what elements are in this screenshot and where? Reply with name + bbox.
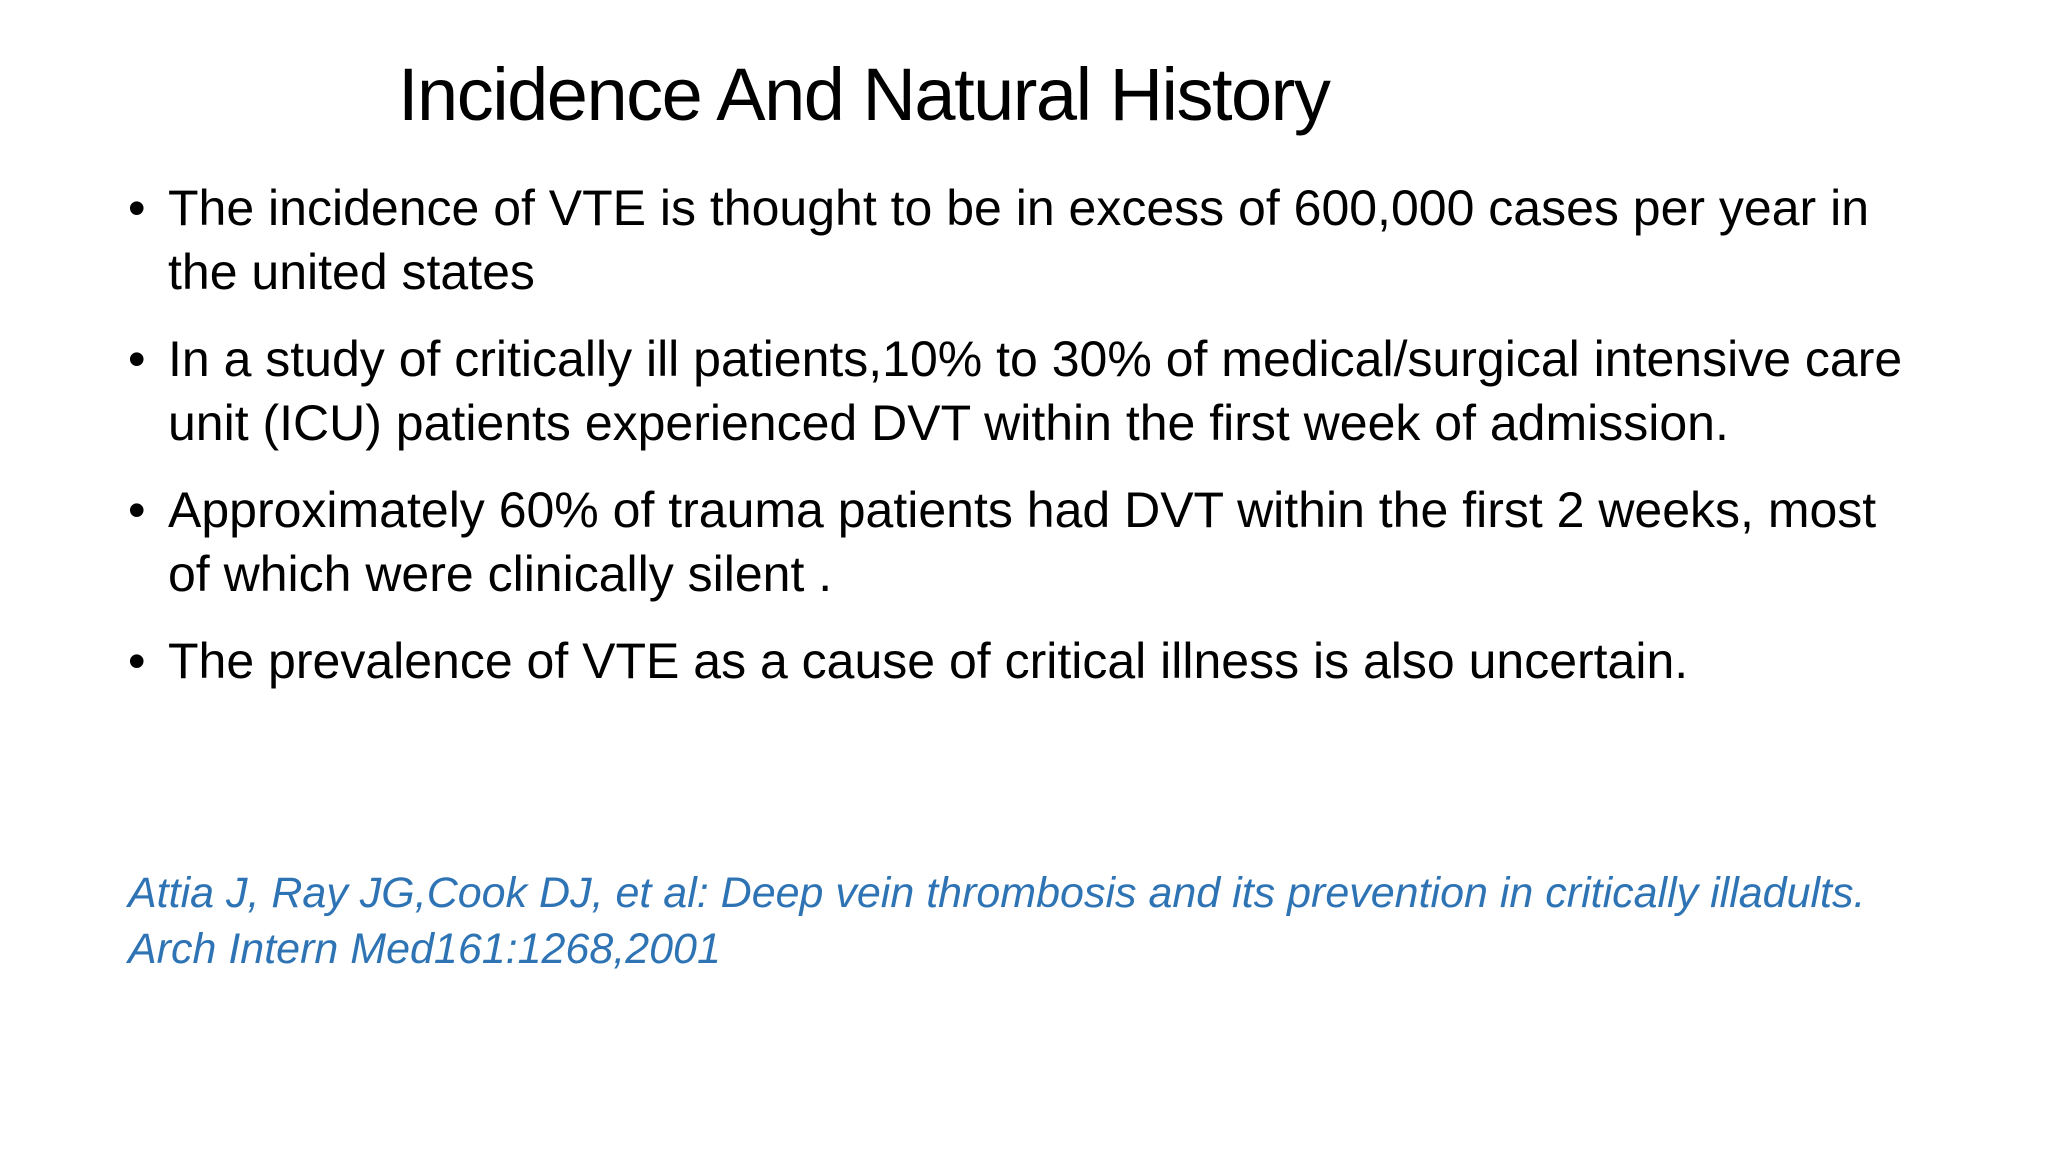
bullet-item	[128, 478, 1928, 606]
bullet-dot-icon: •	[128, 331, 146, 387]
bullet-dot-icon: •	[128, 482, 146, 538]
slide-title: Incidence And Natural History	[398, 53, 1330, 136]
bullet-list	[128, 176, 1928, 716]
bullet-text: In a study of critically ill patients,10% to 30% of medical/surgical intensive care unit (ICU) patients experienced DVT within the first week of admission.	[168, 331, 1903, 451]
bullet-text: The incidence of VTE is thought to be in excess of 600,000 cases per year in the united states	[168, 180, 1870, 300]
reference-citation: Attia J, Ray JG,Cook DJ, et al: Deep vein thrombosis and its prevention in critically illadults. Arch Intern Med161:1268,2001	[128, 869, 1866, 973]
bullet-item	[128, 327, 1928, 455]
bullet-item	[128, 176, 1928, 304]
bullet-dot-icon: •	[128, 633, 146, 689]
bullet-item	[128, 629, 1928, 693]
bullet-text: Approximately 60% of trauma patients had DVT within the first 2 weeks, most of which were clinically silent .	[168, 482, 1877, 602]
bullet-dot-icon: •	[128, 180, 146, 236]
bullet-text: The prevalence of VTE as a cause of critical illness is also uncertain.	[168, 633, 1689, 689]
